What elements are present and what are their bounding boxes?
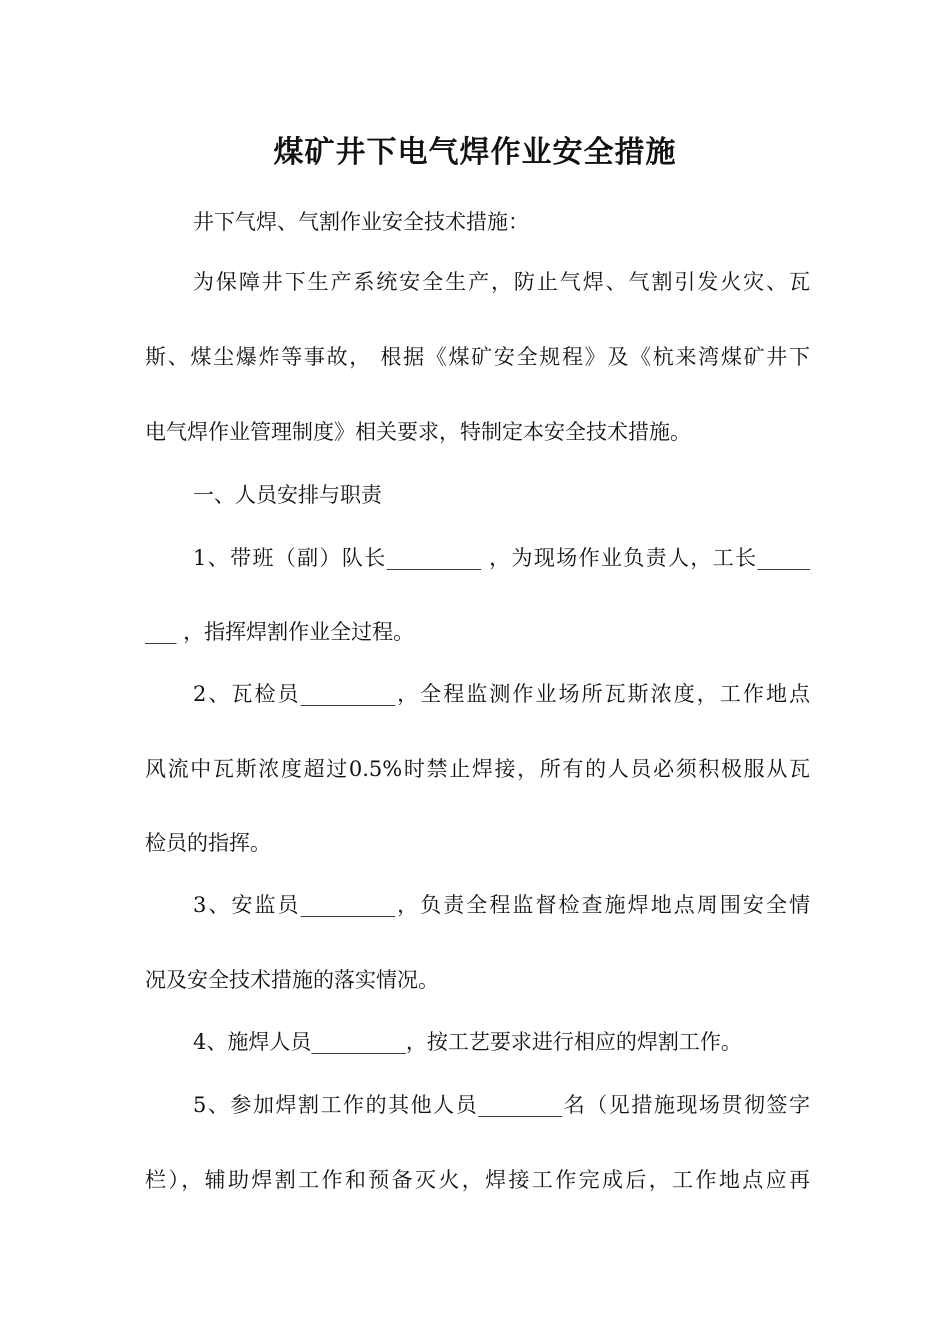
paragraph-line: 4、施焊人员_________，按工艺要求进行相应的焊割工作。 [193, 1030, 742, 1054]
paragraph-line: 斯、煤尘爆炸等事故， 根据《煤矿安全规程》及《杭来湾煤矿井下 [145, 345, 810, 369]
paragraph-line: 5、参加焊割工作的其他人员________名（见措施现场贯彻签字 [193, 1093, 810, 1117]
paragraph-line: 况及安全技术措施的落实情况。 [145, 968, 439, 992]
paragraph-line: 为保障井下生产系统安全生产，防止气焊、气割引发火灾、瓦 [193, 270, 810, 294]
paragraph-line: 栏），辅助焊割工作和预备灭火，焊接工作完成后，工作地点应再 [145, 1168, 810, 1192]
paragraph-line: 3、安监员_________，负责全程监督检查施焊地点周围安全情 [193, 893, 810, 917]
section-heading: 一、人员安排与职责 [193, 483, 382, 507]
paragraph-line: 风流中瓦斯浓度超过0.5%时禁止焊接，所有的人员必须积极服从瓦 [145, 757, 810, 781]
section-heading: 井下气焊、气割作业安全技术措施： [193, 210, 529, 234]
paragraph-line: 1、带班（副）队长_________ ，为现场作业负责人，工长_____ [193, 546, 810, 570]
paragraph-line: 电气焊作业管理制度》相关要求，特制定本安全技术措施。 [145, 420, 691, 444]
paragraph-line: 2、瓦检员_________，全程监测作业场所瓦斯浓度，工作地点 [193, 682, 810, 706]
paragraph-line: 检员的指挥。 [145, 831, 271, 855]
document-title: 煤矿井下电气焊作业安全措施 [273, 135, 677, 170]
paragraph-line: ___ ，指挥焊割作业全过程。 [145, 620, 415, 644]
